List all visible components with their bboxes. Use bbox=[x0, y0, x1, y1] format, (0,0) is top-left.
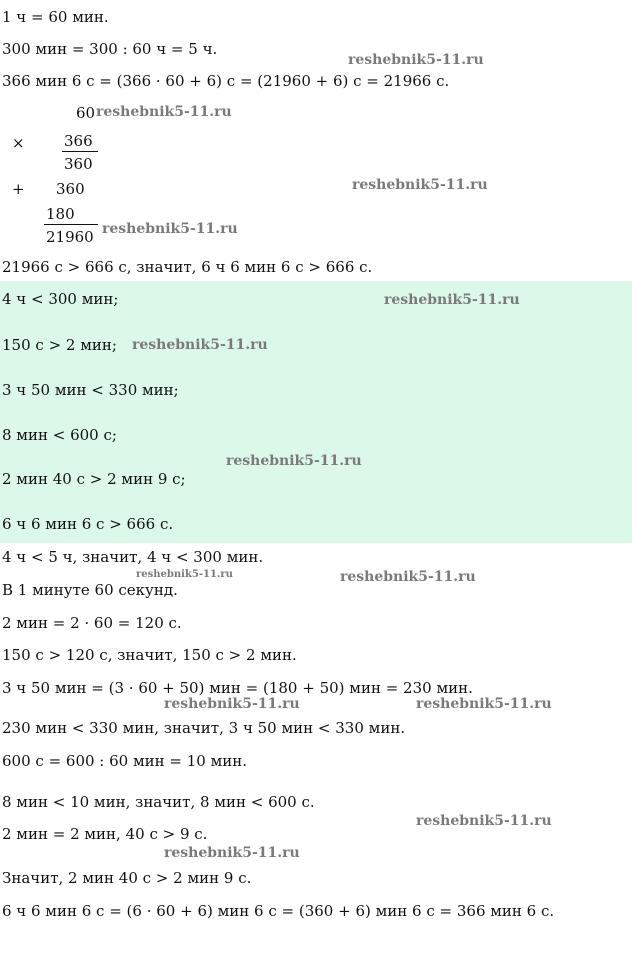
watermark: reshebnik5-11.ru bbox=[164, 845, 300, 861]
answer-4: 8 мин < 600 с; bbox=[2, 426, 117, 444]
watermark: reshebnik5-11.ru bbox=[102, 221, 238, 237]
mult-times-sign: × bbox=[12, 134, 25, 152]
line-2: 300 мин = 300 : 60 ч = 5 ч. bbox=[2, 40, 218, 58]
highlighted-answers-block bbox=[0, 281, 632, 543]
watermark: reshebnik5-11.ru bbox=[416, 696, 552, 712]
line-10: 230 мин < 330 мин, значит, 3 ч 50 мин < 330 мин. bbox=[2, 719, 406, 737]
watermark: reshebnik5-11.ru bbox=[164, 696, 300, 712]
watermark: reshebnik5-11.ru bbox=[384, 292, 520, 308]
answer-6: 6 ч 6 мин 6 с > 666 с. bbox=[2, 515, 174, 533]
line-8: 150 с > 120 с, значит, 150 с > 2 мин. bbox=[2, 646, 297, 664]
line-13: 2 мин = 2 мин, 40 с > 9 с. bbox=[2, 825, 208, 843]
answer-5: 2 мин 40 с > 2 мин 9 с; bbox=[2, 470, 186, 488]
line-6: В 1 минуте 60 секунд. bbox=[2, 581, 178, 599]
answer-3: 3 ч 50 мин < 330 мин; bbox=[2, 381, 179, 399]
mult-partial-3: 180 bbox=[46, 205, 75, 223]
line-14: Значит, 2 мин 40 с > 2 мин 9 с. bbox=[2, 869, 252, 887]
mult-line-2 bbox=[44, 224, 98, 225]
answer-1: 4 ч < 300 мин; bbox=[2, 290, 119, 308]
mult-multiplier: 366 bbox=[64, 132, 93, 150]
line-9: 3 ч 50 мин = (3 · 60 + 50) мин = (180 + 50) мин = 230 мин. bbox=[2, 679, 473, 697]
line-5: 4 ч < 5 ч, значит, 4 ч < 300 мин. bbox=[2, 548, 264, 566]
mult-multiplicand: 60 bbox=[76, 104, 96, 122]
mult-result: 21960 bbox=[46, 228, 94, 246]
watermark: reshebnik5-11.ru bbox=[132, 337, 268, 353]
mult-partial-1: 360 bbox=[64, 155, 93, 173]
watermark: reshebnik5-11.ru bbox=[136, 569, 233, 580]
mult-plus-sign: + bbox=[12, 180, 25, 198]
mult-partial-2: 360 bbox=[56, 180, 85, 198]
line-12: 8 мин < 10 мин, значит, 8 мин < 600 с. bbox=[2, 793, 315, 811]
line-3: 366 мин 6 с = (366 · 60 + 6) с = (21960 + 6) с = 21966 с. bbox=[2, 72, 450, 90]
watermark: reshebnik5-11.ru bbox=[340, 569, 476, 585]
watermark: reshebnik5-11.ru bbox=[416, 813, 552, 829]
watermark: reshebnik5-11.ru bbox=[348, 52, 484, 68]
line-4: 21966 с > 666 с, значит, 6 ч 6 мин 6 с > 666 с. bbox=[2, 258, 373, 276]
watermark: reshebnik5-11.ru bbox=[352, 177, 488, 193]
answer-2: 150 с > 2 мин; bbox=[2, 336, 117, 354]
watermark: reshebnik5-11.ru bbox=[226, 453, 362, 469]
mult-line-1 bbox=[62, 151, 98, 152]
line-11: 600 с = 600 : 60 мин = 10 мин. bbox=[2, 752, 248, 770]
watermark: reshebnik5-11.ru bbox=[96, 104, 232, 120]
line-15: 6 ч 6 мин 6 с = (6 · 60 + 6) мин 6 с = (360 + 6) мин 6 с = 366 мин 6 с. bbox=[2, 902, 555, 920]
line-1: 1 ч = 60 мин. bbox=[2, 8, 109, 26]
line-7: 2 мин = 2 · 60 = 120 с. bbox=[2, 614, 182, 632]
